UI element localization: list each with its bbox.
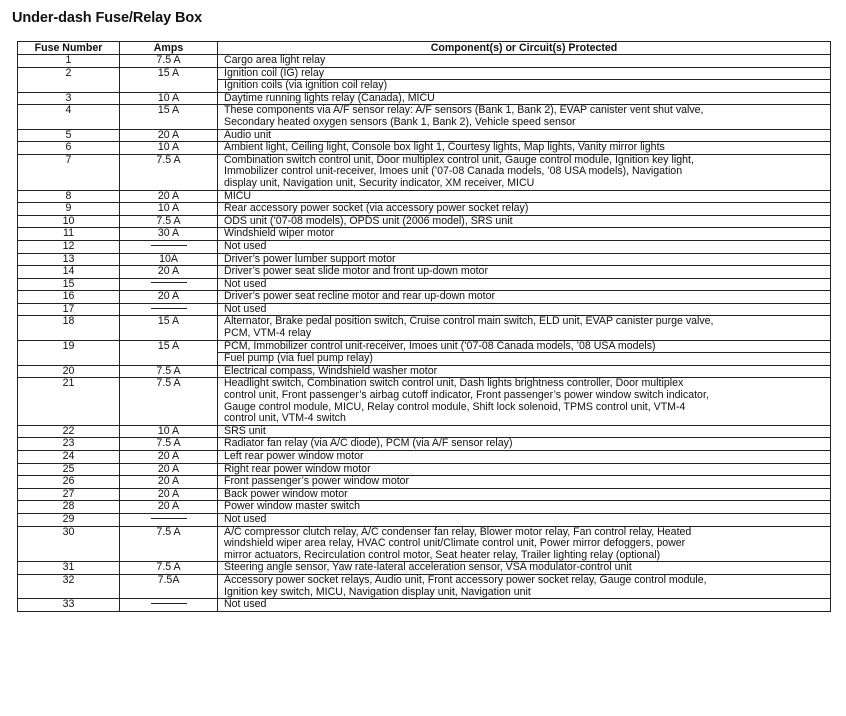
fuse-number: 1 [18,55,120,68]
fuse-amps: 20 A [120,463,218,476]
fuse-number: 27 [18,488,120,501]
table-row [18,203,831,216]
empty-amps-dash [151,518,187,519]
fuse-amps: 15 A [120,67,218,92]
component-line: windshield wiper area relay, HVAC control unit/Climate control unit, Power mirror defoggers, power [224,537,686,550]
component-cell [218,599,831,612]
component-line: Back power window motor [224,487,348,500]
fuse-number: 29 [18,513,120,526]
fuse-amps: 7.5 A [120,55,218,68]
component-cell [218,501,831,514]
component-cell [218,203,831,216]
fuse-amps: 7.5 A [120,154,218,190]
empty-amps-dash [151,282,187,283]
fuse-amps: 20 A [120,266,218,279]
component-line: Not used [224,598,267,611]
fuse-amps: 20 A [120,451,218,464]
page-title: Under-dash Fuse/Relay Box [12,10,203,26]
fuse-table-body [18,55,831,612]
component-line: Audio unit [224,128,272,141]
component-line: Electrical compass, Windshield washer motor [224,364,438,377]
component-cell [218,240,831,253]
table-row [18,488,831,501]
component-cell [218,228,831,241]
table-row [18,365,831,378]
component-line: Left rear power window motor [224,450,364,462]
table-row [18,316,831,340]
table-row [18,476,831,489]
component-line: Alternator, Brake pedal position switch, Cruise control main switch, ELD unit, EVAP canister purge valve, [224,315,714,328]
component-line: Ambient light, Ceiling light, Console box light 1, Courtesy lights, Map lights, Vanity mirror lights [224,141,665,154]
component-line: Daytime running lights relay (Canada), MICU [224,91,435,104]
fuse-amps [120,599,218,612]
table-row [18,451,831,464]
fuse-amps [120,240,218,253]
component-line: Front passenger’s power window motor [224,475,410,488]
table-row [18,142,831,155]
header-fuse-number: Fuse Number [18,42,120,55]
fuse-amps: 15 A [120,316,218,340]
component-line: Windshield wiper motor [224,227,335,240]
empty-amps-dash [151,245,187,246]
table-row [18,67,831,92]
component-cell [218,438,831,451]
component-cell [218,215,831,228]
component-cell [218,105,831,129]
table-row [18,425,831,438]
component-line: Accessory power socket relays, Audio unit, Front accessory power socket relay, Gauge control module, [224,573,707,586]
table-header-row [18,42,831,55]
component-cell [218,340,831,365]
component-cell [218,190,831,203]
component-cell [218,303,831,316]
fuse-number: 10 [18,215,120,228]
fuse-amps: 15 A [120,105,218,129]
fuse-number: 30 [18,526,120,562]
fuse-number: 11 [18,228,120,241]
table-row [18,92,831,105]
component-line: Radiator fan relay (via A/C diode), PCM (via A/F sensor relay) [224,437,513,450]
fuse-amps: 20 A [120,291,218,304]
fuse-number: 21 [18,378,120,425]
fuse-amps: 10 A [120,425,218,438]
fuse-amps: 30 A [120,228,218,241]
fuse-amps: 10 A [120,92,218,105]
component-line: Not used [224,512,267,525]
fuse-number: 7 [18,154,120,190]
fuse-number: 22 [18,425,120,438]
empty-amps-dash [151,603,187,604]
fuse-amps: 10A [120,253,218,266]
component-line: These components via A/F sensor relay: A/F sensors (Bank 1, Bank 2), EVAP canister vent shut valve, [224,104,704,117]
component-line: Immobilizer control unit-receiver, Imoes unit (’07-08 Canada models, ’08 USA models), Navigation [224,165,683,178]
fuse-number: 33 [18,599,120,612]
component-line: Rear accessory power socket (via accessory power socket relay) [224,202,529,215]
component-cell [218,574,831,598]
component-cell [218,278,831,291]
fuse-number: 8 [18,190,120,203]
component-cell [218,55,831,68]
fuse-number: 2 [18,67,120,92]
component-cell [218,316,831,340]
component-line: Secondary heated oxygen sensors (Bank 1, Bank 2), Vehicle speed sensor [224,115,576,128]
component-cell [218,526,831,562]
fuse-number: 18 [18,316,120,340]
fuse-number: 16 [18,291,120,304]
fuse-amps: 15 A [120,340,218,365]
component-cell [218,463,831,476]
empty-amps-dash [151,308,187,309]
table-row [18,278,831,291]
component-line: mirror actuators, Recirculation control motor, Seat heater relay, Trailer lighting relay (optional) [224,548,661,561]
header-amps: Amps [120,42,218,55]
component-line: control unit, Front passenger’s airbag cutoff indicator, Front passenger’s power window switch indicator, [224,389,709,402]
component-line: PCM, VTM-4 relay [224,327,312,340]
fuse-number: 6 [18,142,120,155]
component-line: MICU [224,189,252,202]
table-row [18,303,831,316]
table-row [18,501,831,514]
table-row [18,129,831,142]
table-row [18,438,831,451]
table-row [18,340,831,365]
table-row [18,240,831,253]
fuse-number: 5 [18,129,120,142]
component-line: ODS unit (’07-08 models), OPDS unit (2006 model), SRS unit [224,214,513,227]
component-line: Not used [224,277,267,290]
fuse-amps: 10 A [120,203,218,216]
fuse-number: 24 [18,451,120,464]
fuse-amps: 20 A [120,488,218,501]
component-line: Headlight switch, Combination switch control unit, Dash lights brightness controller, Door multiplex [224,377,684,390]
table-row [18,105,831,129]
component-cell [218,266,831,279]
component-cell [218,142,831,155]
fuse-number: 15 [18,278,120,291]
fuse-number: 25 [18,463,120,476]
table-row [18,526,831,562]
fuse-amps: 7.5 A [120,562,218,575]
component-line: control unit, VTM-4 switch [224,412,346,425]
component-line: A/C compressor clutch relay, A/C condenser fan relay, Blower motor relay, Fan control relay, Heated [224,525,692,538]
component-cell [218,476,831,489]
component-cell [218,67,831,92]
fuse-number: 13 [18,253,120,266]
component-line: Gauge control module, MICU, Relay control module, Shift lock solenoid, TPMS control unit, VTM-4 [224,400,686,413]
component-line: Cargo area light relay [224,54,326,66]
component-line: Ignition key switch, MICU, Navigation display unit, Navigation unit [224,585,531,598]
fuse-amps: 7.5 A [120,438,218,451]
fuse-number: 14 [18,266,120,279]
fuse-amps: 20 A [120,476,218,489]
table-row [18,378,831,425]
fuse-number: 28 [18,501,120,514]
fuse-number: 19 [18,340,120,365]
fuse-amps: 7.5 A [120,378,218,425]
fuse-amps: 7.5 A [120,526,218,562]
fuse-number: 17 [18,303,120,316]
fuse-amps: 20 A [120,190,218,203]
component-line: PCM, Immobilizer control unit-receiver, Imoes unit (’07-08 Canada models, ’08 USA models) [224,339,656,352]
fuse-table [17,41,831,612]
component-cell [218,378,831,425]
component-cell [218,129,831,142]
fuse-number: 9 [18,203,120,216]
fuse-amps: 10 A [120,142,218,155]
component-cell [218,154,831,190]
component-subline: Ignition coils (via ignition coil relay) [218,79,830,92]
fuse-amps: 7.5 A [120,365,218,378]
component-cell [218,562,831,575]
component-line: Steering angle sensor, Yaw rate-lateral acceleration sensor, VSA modulator-control unit [224,561,632,574]
table-row [18,562,831,575]
table-row [18,513,831,526]
table-row [18,253,831,266]
fuse-number: 12 [18,240,120,253]
component-line: Combination switch control unit, Door multiplex control unit, Gauge control module, Ignition key light, [224,153,694,166]
table-row [18,215,831,228]
component-line: Not used [224,239,267,252]
fuse-amps [120,303,218,316]
component-line: display unit, Navigation unit, Security indicator, XM receiver, MICU [224,176,535,189]
component-cell [218,425,831,438]
fuse-number: 4 [18,105,120,129]
component-cell [218,513,831,526]
fuse-number: 26 [18,476,120,489]
component-line: Not used [224,302,267,315]
table-row [18,574,831,598]
fuse-number: 31 [18,562,120,575]
component-cell [218,291,831,304]
table-row [18,266,831,279]
fuse-number: 32 [18,574,120,598]
component-cell [218,365,831,378]
fuse-number: 20 [18,365,120,378]
fuse-number: 3 [18,92,120,105]
fuse-amps: 7.5A [120,574,218,598]
component-line: Driver’s power seat slide motor and front up-down motor [224,265,488,278]
table-row [18,190,831,203]
table-row [18,291,831,304]
component-cell [218,488,831,501]
table-row [18,154,831,190]
fuse-amps [120,278,218,291]
table-row [18,228,831,241]
component-line: Right rear power window motor [224,462,371,475]
component-cell [218,451,831,464]
header-component: Component(s) or Circuit(s) Protected [218,42,831,55]
component-line: Driver’s power lumber support motor [224,252,396,265]
component-cell [218,92,831,105]
fuse-number: 23 [18,438,120,451]
table-row [18,463,831,476]
fuse-amps: 20 A [120,129,218,142]
component-line: SRS unit [224,424,266,437]
table-row [18,55,831,68]
component-line: Driver’s power seat recline motor and rear up-down motor [224,290,496,303]
fuse-amps: 20 A [120,501,218,514]
component-subline: Fuel pump (via fuel pump relay) [218,352,830,365]
fuse-amps [120,513,218,526]
fuse-amps: 7.5 A [120,215,218,228]
component-line: Power window master switch [224,500,360,513]
table-row [18,599,831,612]
component-cell [218,253,831,266]
component-line: Ignition coil (IG) relay [224,66,325,79]
